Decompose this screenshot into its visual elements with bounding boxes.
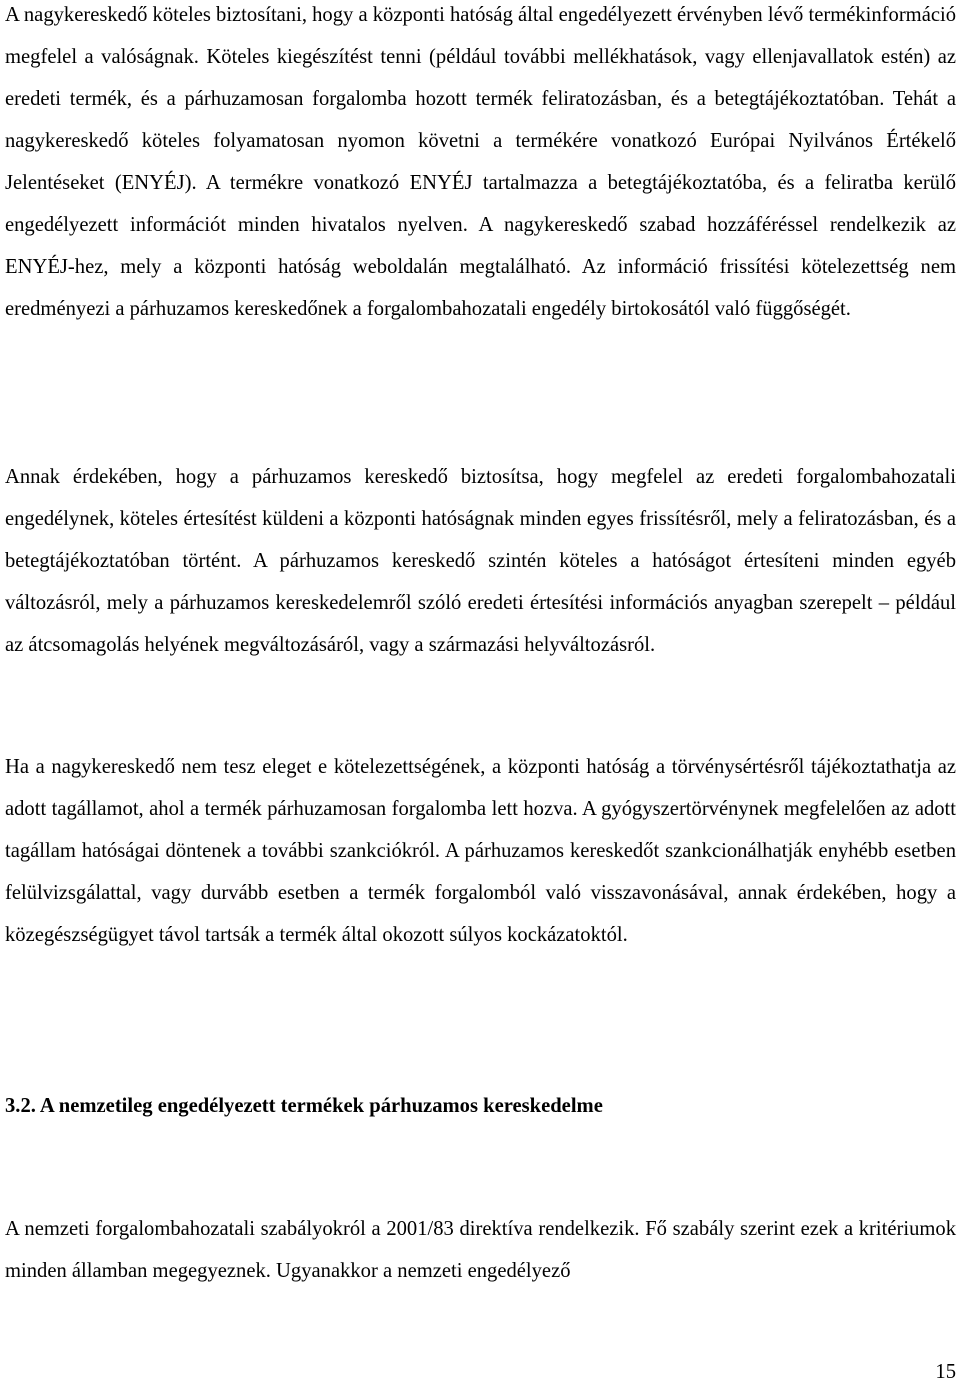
body-paragraph: A nemzeti forgalombahozatali szabályokról a 2001/83 direktíva rendelkezik. Fő szabály szerint ezek a kritériumok minden államban megegyeznek. Ugyanakkor a nemzeti engedélyező (5, 1218, 956, 1282)
page-number: 15 (935, 1361, 956, 1383)
body-paragraph: A nagykereskedő köteles biztosítani, hogy a központi hatóság által engedélyezett érvényben lévő termékinformáció megfelel a valóságnak. Köteles kiegészítést tenni (például további mellékhatások, vagy ellenjavallatok estén) az eredeti termék, és a párhuzamosan forgalomba hozott termék feliratozásban, és a betegtájékoztatóban. Tehát a nagykereskedő köteles folyamatosan nyomon követni a termékére vonatkozó Európai Nyilvános Értékelő Jelentéseket (ENYÉJ). A termékre vonatkozó ENYÉJ tartalmazza a betegtájékoztatóba, és a feliratba kerülő engedélyezett információt minden hivatalos nyelven. A nagykereskedő szabad hozzáféréssel rendelkezik az ENYÉJ-hez, mely a központi hatóság weboldalán megtalálható. Az információ frissítési kötelezettség nem eredményezi a párhuzamos kereskedőnek a forgalombahozatali engedély birtokosától való függőségét. (5, 4, 956, 320)
section-heading: 3.2. A nemzetileg engedélyezett termékek párhuzamos kereskedelme (5, 1095, 603, 1117)
body-paragraph: Annak érdekében, hogy a párhuzamos kereskedő biztosítsa, hogy megfelel az eredeti forgalombahozatali engedélynek, köteles értesítést küldeni a központi hatóságnak minden egyes frissítésről, mely a feliratozásban, és a betegtájékoztatóban történt. A párhuzamos kereskedő szintén köteles a hatóságot értesíteni minden egyéb változásról, mely a párhuzamos kereskedelemről szóló eredeti értesítési információs anyagban szerepelt – például az átcsomagolás helyének megváltozásáról, vagy a származási helyváltozásról. (5, 466, 956, 656)
body-paragraph: Ha a nagykereskedő nem tesz eleget e kötelezettségének, a központi hatóság a törvénysértésről tájékoztathatja az adott tagállamot, ahol a termék párhuzamosan forgalomba lett hozva. A gyógyszertörvénynek megfelelően az adott tagállam hatóságai döntenek a további szankciókról. A párhuzamos kereskedőt szankcionálhatják enyhébb esetben felülvizsgálattal, vagy durvább esetben a termék forgalomból való visszavonásával, annak érdekében, hogy a közegészségügyet távol tartsák a termék által okozott súlyos kockázatoktól. (5, 756, 956, 946)
